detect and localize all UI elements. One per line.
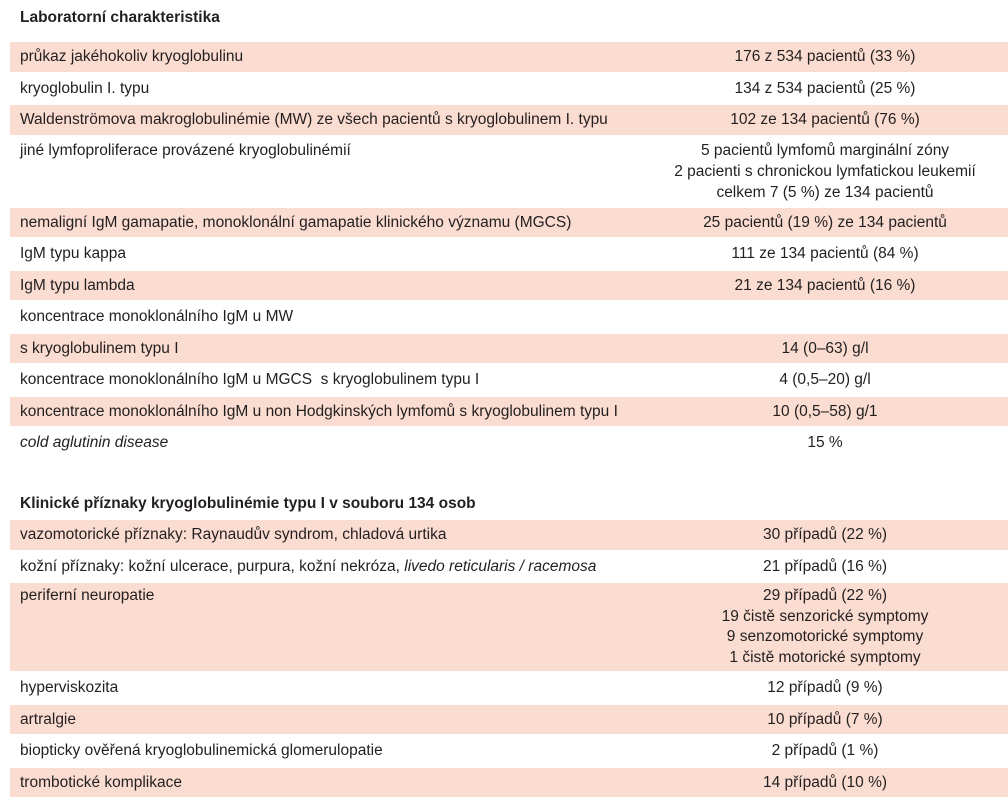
row-value: 10 případů (7 %): [642, 705, 1008, 735]
table-row: [10, 74, 1008, 104]
table-row: [10, 137, 1008, 206]
row-value: 25 pacientů (19 %) ze 134 pacientů: [642, 208, 1008, 238]
table-row: [10, 520, 1008, 550]
table-row: [10, 239, 1008, 269]
row-value: 4 (0,5–20) g/l: [779, 371, 871, 388]
row-label: cold aglutinin disease: [20, 434, 169, 451]
laboratory-characteristics-table: [10, 40, 1008, 460]
row-label: vazomotorické příznaky: Raynaudův syndrom, chladová urtika: [10, 520, 642, 550]
row-value: 30 případů (22 %): [642, 520, 1008, 550]
row-label: nemaligní IgM gamapatie, monoklonální gamapatie klinického významu (MGCS): [10, 208, 642, 238]
row-label: koncentrace monoklonálního IgM u non Hodgkinských lymfomů s kryoglobulinem typu I: [10, 397, 642, 427]
row-label: trombotické komplikace: [10, 768, 642, 798]
table-row: [10, 736, 1008, 766]
row-label-text: kožní příznaky: kožní ulcerace, purpura, kožní nekróza,: [20, 557, 405, 575]
row-value: 2 případů (1 %): [771, 742, 879, 759]
table-row: [10, 673, 1008, 703]
row-value: 111 ze 134 pacientů (84 %): [731, 245, 919, 262]
row-value: [642, 137, 1008, 206]
row-label: periferní neuropatie: [10, 583, 642, 671]
row-label: koncentrace monoklonálního IgM u MGCS s kryoglobulinem typu I: [20, 371, 480, 388]
row-label-italic-text: livedo reticularis / racemosa: [404, 557, 597, 575]
row-value-empty: [642, 302, 1008, 332]
table-row: [10, 302, 1008, 332]
table-row: [10, 365, 1008, 395]
table-row: [10, 42, 1008, 72]
table-row: [10, 334, 1008, 364]
row-label: koncentrace monoklonálního IgM u MW: [20, 308, 294, 325]
value-line: 29 případů (22 %): [762, 587, 888, 604]
row-value: [642, 583, 1008, 671]
value-line: 1 čistě motorické symptomy: [729, 648, 921, 666]
table-row: [10, 397, 1008, 427]
table-row: [10, 428, 1008, 458]
value-line: 5 pacientů lymfomů marginální zóny: [700, 141, 950, 159]
row-label: průkaz jakéhokoliv kryoglobulinu: [10, 42, 642, 72]
row-value: 15 %: [807, 434, 843, 451]
row-label: IgM typu lambda: [10, 271, 642, 301]
section-title-laboratory: Laboratorní charakteristika: [20, 9, 220, 26]
row-label: IgM typu kappa: [20, 245, 126, 262]
value-line: 2 pacienti s chronickou lymfatickou leukemií: [674, 162, 976, 180]
row-label: biopticky ověřená kryoglobulinemická glomerulopatie: [20, 742, 383, 759]
row-label: hyperviskozita: [20, 679, 119, 696]
row-value: 102 ze 134 pacientů (76 %): [642, 105, 1008, 135]
row-value: 14 (0–63) g/l: [642, 334, 1008, 364]
row-value: 10 (0,5–58) g/1: [642, 397, 1008, 427]
value-line: 9 senzomotorické symptomy: [726, 628, 924, 645]
row-value: 14 případů (10 %): [642, 768, 1008, 798]
row-label: kryoglobulin I. typu: [20, 79, 150, 97]
row-label: jiné lymfoproliferace provázené kryoglobulinémií: [20, 141, 351, 159]
row-value: 134 z 534 pacientů (25 %): [734, 79, 916, 97]
row-value: 12 případů (9 %): [767, 679, 883, 696]
value-line: 19 čistě senzorické symptomy: [721, 607, 929, 625]
table-row: [10, 271, 1008, 301]
value-line: celkem 7 (5 %) ze 134 pacientů: [716, 183, 934, 201]
row-label: Waldenströmova makroglobulinémie (MW) ze všech pacientů s kryoglobulinem I. typu: [10, 105, 642, 135]
row-label: [10, 552, 642, 582]
row-label: artralgie: [10, 705, 642, 735]
row-label: s kryoglobulinem typu I: [10, 334, 642, 364]
table-row: [10, 705, 1008, 735]
table-row: [10, 105, 1008, 135]
row-value: 21 ze 134 pacientů (16 %): [642, 271, 1008, 301]
clinical-symptoms-table: [10, 518, 1008, 799]
row-value: 21 případů (16 %): [762, 557, 888, 575]
table-row: [10, 552, 1008, 582]
section-title-clinical: Klinické příznaky kryoglobulinémie typu I v souboru 134 osob: [20, 495, 476, 512]
table-row: [10, 768, 1008, 798]
table-row: [10, 583, 1008, 671]
table-row: [10, 208, 1008, 238]
table-body: [10, 520, 1008, 797]
table-body: [10, 42, 1008, 458]
row-value: 176 z 534 pacientů (33 %): [642, 42, 1008, 72]
